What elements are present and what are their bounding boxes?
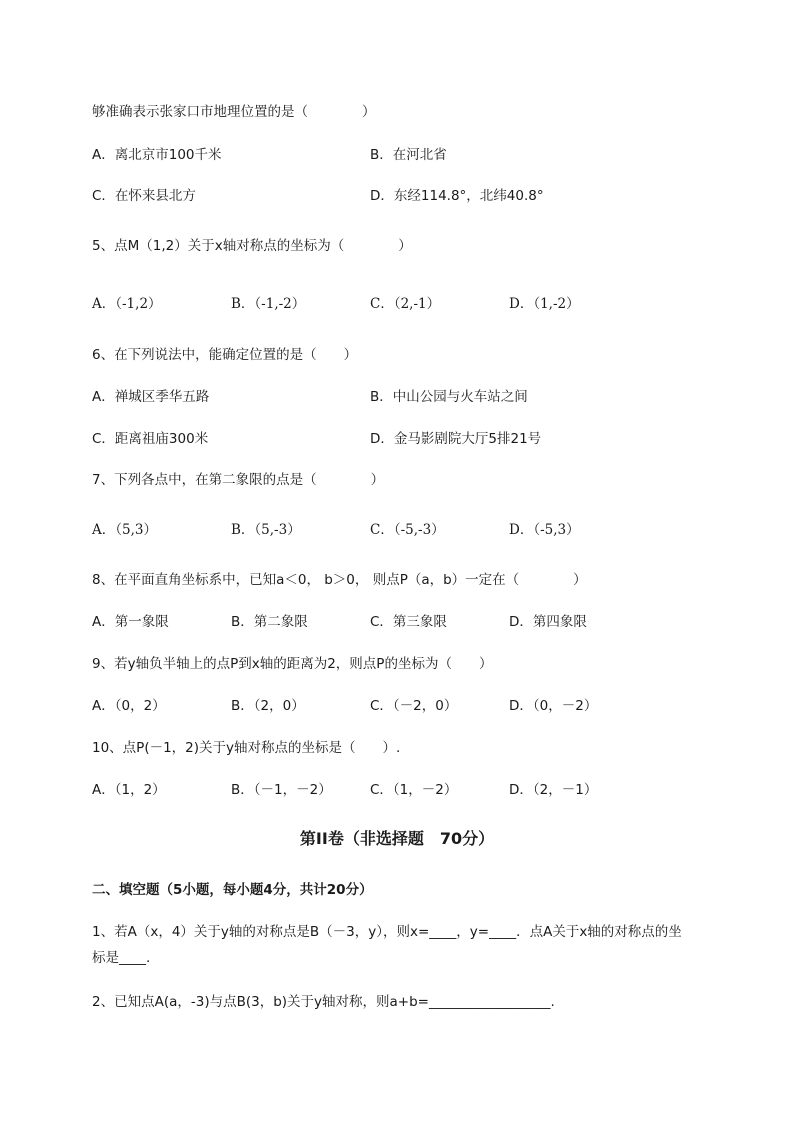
question-4-option-a: A．离北京市100千米 — [92, 147, 222, 163]
question-8-option-c: C．第三象限 — [370, 614, 447, 630]
question-9-stem: 9、若y轴负半轴上的点P到x轴的距离为2，则点P的坐标为（ ） — [92, 656, 493, 672]
question-8-option-a: A．第一象限 — [92, 614, 169, 630]
question-9-option-b: B．（2，0） — [231, 698, 305, 714]
question-6-stem: 6、在下列说法中，能确定位置的是（ ） — [92, 347, 358, 363]
question-6-option-a: A．禅城区季华五路 — [92, 389, 210, 405]
question-5-option-b: B．（-1,-2） — [231, 296, 306, 312]
question-5-stem: 5、点M（1,2）关于x轴对称点的坐标为（ ） — [92, 238, 412, 254]
question-7-option-d: D．（-5,3） — [509, 522, 580, 538]
question-6-option-d: D．金马影剧院大厅5排21号 — [370, 431, 542, 447]
question-5-option-a: A．（-1,2） — [92, 296, 162, 312]
question-7-option-a: A．（5,3） — [92, 522, 157, 538]
question-9-option-c: C．（－2，0） — [370, 698, 458, 714]
part-2-title: 第II卷（非选择题 70分） — [299, 829, 495, 848]
fill-in-section-heading: 二、填空题（5小题，每小题4分，共计20分） — [92, 882, 373, 898]
question-7-option-b: B．（5,-3） — [231, 522, 301, 538]
question-5-option-c: C．（2,-1） — [370, 296, 441, 312]
question-10-option-b: B．（－1，－2） — [231, 782, 332, 798]
question-8-stem: 8、在平面直角坐标系中，已知a＜0， b＞0， 则点P（a，b）一定在（ ） — [92, 572, 587, 588]
question-6-option-c: C．距离祖庙300米 — [92, 431, 209, 447]
question-5-option-d: D．（1,-2） — [509, 296, 580, 312]
question-8-option-b: B．第二象限 — [231, 614, 308, 630]
fill-question-1-line-2: 标是____. — [92, 950, 151, 966]
fill-question-1-line-1: 1、若A（x，4）关于y轴的对称点是B（－3，y），则x=____，y=____．点A关于x轴的对称点的坐 — [92, 924, 682, 940]
question-4-option-c: C．在怀来县北方 — [92, 188, 196, 204]
question-7-stem: 7、下列各点中，在第二象限的点是（ ） — [92, 472, 385, 488]
question-10-option-c: C．（1，－2） — [370, 782, 458, 798]
question-8-option-d: D．第四象限 — [509, 614, 587, 630]
question-10-stem: 10、点P(－1，2)关于y轴对称点的坐标是（ ）. — [92, 740, 401, 756]
fill-question-2: 2、已知点A(a，-3)与点B(3，b)关于y轴对称，则a+b=__________________. — [92, 994, 555, 1010]
question-9-option-d: D．（0，－2） — [509, 698, 598, 714]
question-10-option-a: A．（1，2） — [92, 782, 166, 798]
question-4-stem: 够准确表示张家口市地理位置的是（ ） — [92, 104, 376, 120]
question-4-option-d: D．东经114.8°，北纬40.8° — [370, 188, 544, 204]
question-4-option-b: B．在河北省 — [370, 147, 447, 163]
question-10-option-d: D．（2，－1） — [509, 782, 598, 798]
question-9-option-a: A．（0，2） — [92, 698, 166, 714]
question-7-option-c: C．（-5,-3） — [370, 522, 445, 538]
question-6-option-b: B．中山公园与火车站之间 — [370, 389, 528, 405]
